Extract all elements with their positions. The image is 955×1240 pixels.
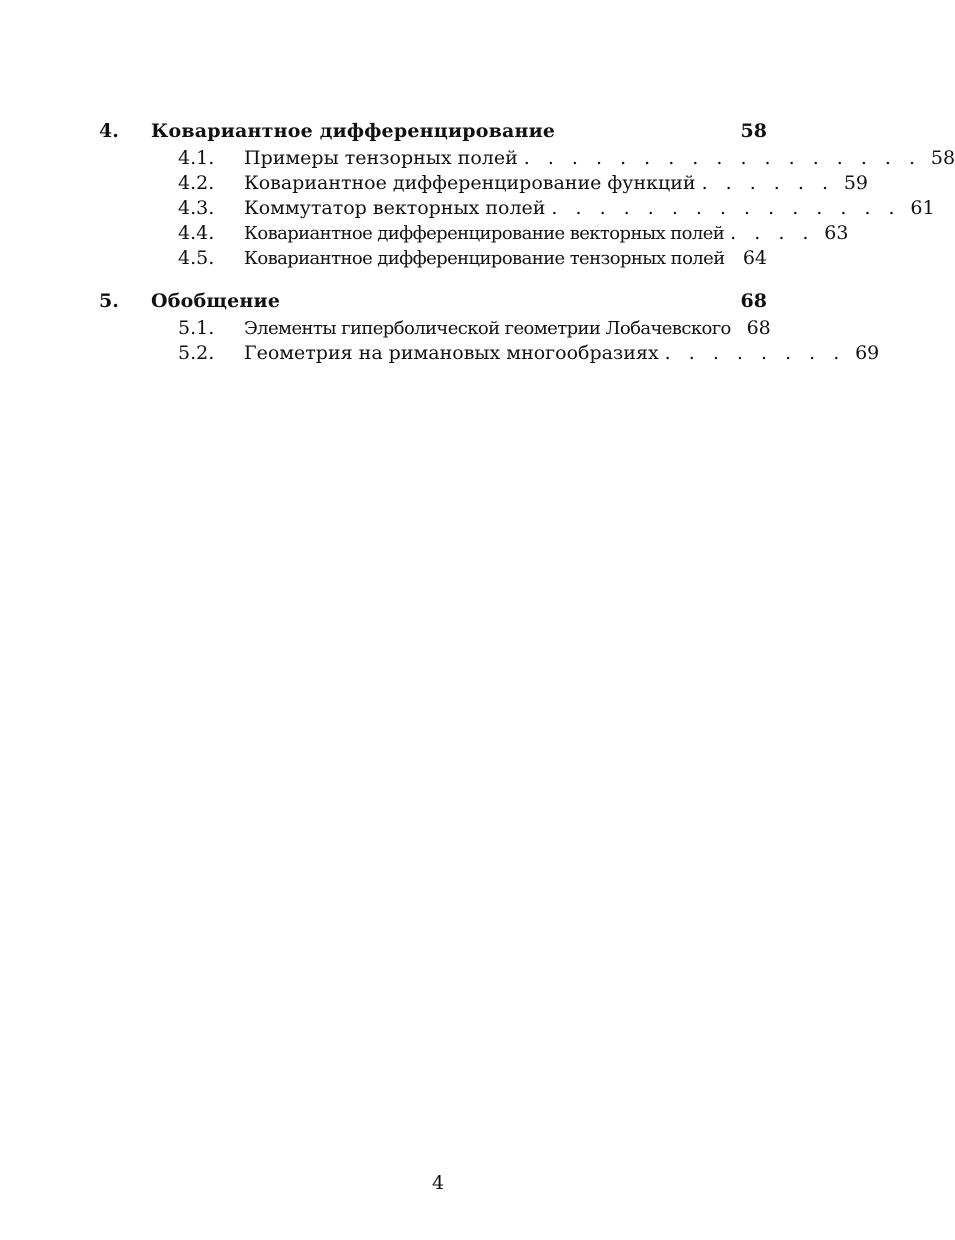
section-title: Геометрия на римановых многообразиях (244, 342, 659, 364)
section-title: Элементы гиперболической геометрии Лобачевского (244, 318, 731, 339)
table-of-contents (99, 120, 955, 385)
toc-section-row[interactable] (99, 147, 955, 172)
dot-leader: . . . . (730, 222, 815, 244)
toc-section-row[interactable] (99, 197, 935, 222)
chapter-heading[interactable] (99, 290, 767, 317)
section-page-number: 68 (746, 317, 771, 339)
section-title: Коммутатор векторных полей (244, 197, 546, 219)
toc-section-row[interactable] (99, 222, 849, 247)
section-number: 4.5. (178, 247, 215, 269)
section-page-number: 58 (930, 147, 955, 169)
chapter-title: Обобщение (151, 290, 281, 312)
dot-leader: . . . . . . . . . . . . . . . (551, 197, 901, 219)
dot-leader: . . . . . . (701, 172, 834, 194)
section-page-number: 61 (910, 197, 935, 219)
chapter-page-number: 68 (740, 290, 767, 312)
chapter-number: 5. (99, 290, 119, 312)
toc-section-row[interactable] (99, 317, 771, 342)
section-title: Ковариантное дифференцирование функций (244, 172, 696, 194)
section-number: 4.4. (178, 222, 215, 244)
toc-section-row[interactable] (99, 172, 868, 197)
toc-chapter-4 (99, 120, 955, 272)
chapter-number: 4. (99, 120, 119, 142)
section-number: 4.1. (178, 147, 215, 169)
section-number: 5.1. (178, 317, 215, 339)
page-number: 4 (431, 1172, 445, 1194)
dot-leader: . . . . . . . . . . . . . . . . . (523, 147, 922, 169)
toc-section-row[interactable] (99, 247, 767, 272)
section-page-number: 63 (824, 222, 849, 244)
section-number: 4.2. (178, 172, 215, 194)
section-page-number: 59 (843, 172, 868, 194)
section-number: 4.3. (178, 197, 215, 219)
chapter-page-number: 58 (740, 120, 767, 142)
section-page-number: 64 (742, 247, 767, 269)
section-page-number: 69 (855, 342, 880, 364)
section-title: Ковариантное дифференцирование векторных полей (244, 223, 725, 244)
section-title: Примеры тензорных полей (244, 147, 518, 169)
chapter-title: Ковариантное дифференцирование (151, 120, 556, 142)
section-number: 5.2. (178, 342, 215, 364)
section-title: Ковариантное дифференцирование тензорных полей (244, 248, 725, 269)
dot-leader: . . . . . . . . (664, 342, 846, 364)
chapter-heading[interactable] (99, 120, 767, 147)
toc-chapter-5 (99, 290, 880, 367)
toc-section-row[interactable] (99, 342, 880, 367)
